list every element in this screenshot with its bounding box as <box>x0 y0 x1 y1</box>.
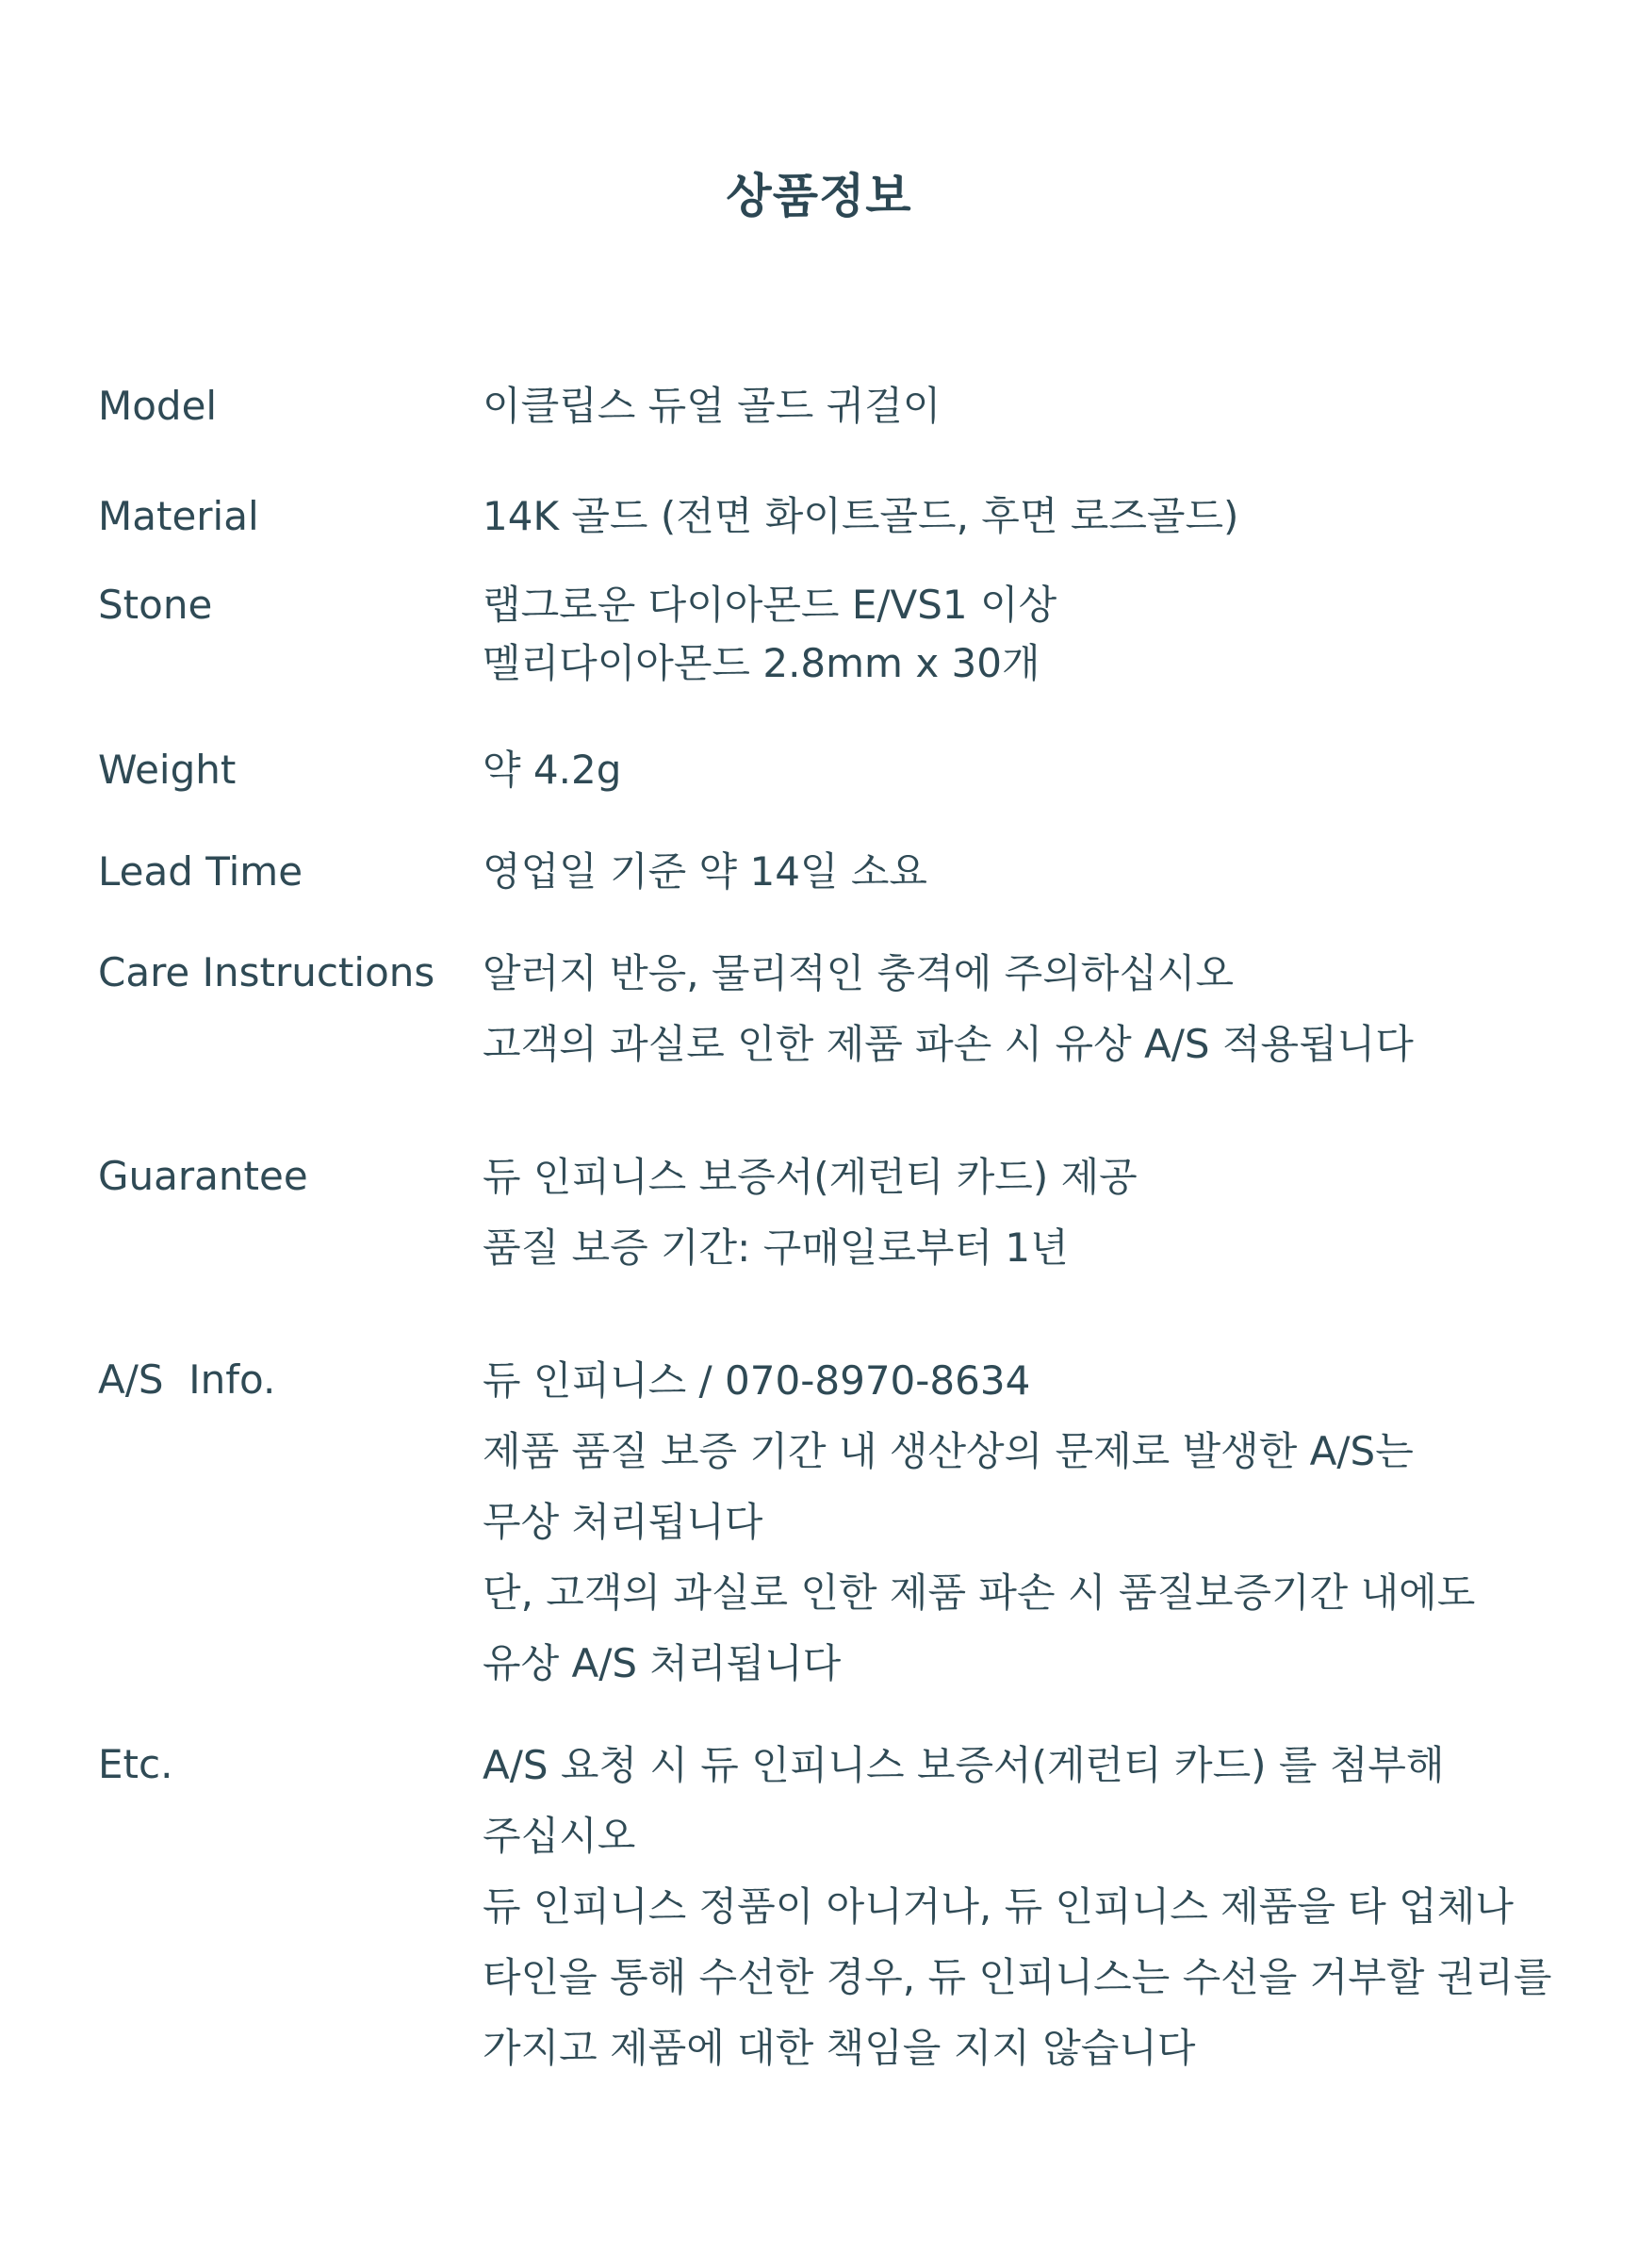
spec-value <box>483 938 1595 1079</box>
spec-value-line: 제품 품질 보증 기간 내 생산상의 문제로 발생한 A/S는 <box>483 1428 1414 1474</box>
spec-value <box>483 1345 1595 1699</box>
spec-value-line: 알러지 반응, 물리적인 충격에 주의하십시오 <box>483 950 1235 996</box>
spec-value-line: 듀 인피니스 정품이 아니거나, 듀 인피니스 제품을 타 업체나 <box>483 1883 1514 1930</box>
spec-label: Stone <box>98 582 213 628</box>
spec-label: Etc. <box>98 1741 173 1787</box>
spec-value-line: 단, 고객의 과실로 인한 제품 파손 시 품질보증기간 내에도 <box>483 1570 1476 1616</box>
spec-value-line: 무상 처리됩니다 <box>483 1499 763 1545</box>
spec-label: Weight <box>98 747 237 793</box>
spec-label: Guarantee <box>98 1153 308 1199</box>
spec-value <box>483 843 1595 901</box>
spec-value-line: 주십시오 <box>483 1813 636 1859</box>
spec-value <box>483 1142 1595 1283</box>
spec-value <box>483 741 1595 799</box>
spec-value-line: 14K 골드 (전면 화이트골드, 후면 로즈골드) <box>483 493 1239 539</box>
spec-value-line: 고객의 과실로 인한 제품 파손 시 유상 A/S 적용됩니다 <box>483 1021 1414 1067</box>
spec-label: A/S Info. <box>98 1356 276 1403</box>
spec-label: Lead Time <box>98 848 303 895</box>
spec-label: Care Instructions <box>98 949 435 995</box>
spec-label: Model <box>98 383 218 429</box>
spec-value-line: 유상 A/S 처리됩니다 <box>483 1640 842 1686</box>
spec-value-line: 품질 보증 기간: 구매일로부터 1년 <box>483 1224 1069 1271</box>
spec-value-line: A/S 요청 시 듀 인피니스 보증서(게런티 카드) 를 첨부해 <box>483 1742 1445 1788</box>
page-title: 상품정보 <box>726 169 912 223</box>
spec-value-line: 듀 인피니스 보증서(게런티 카드) 제공 <box>483 1154 1138 1200</box>
spec-value-line: 멜리다이아몬드 2.8mm x 30개 <box>483 640 1040 686</box>
spec-value-line: 영업일 기준 약 14일 소요 <box>483 848 927 895</box>
spec-value-line: 랩그로운 다이아몬드 E/VS1 이상 <box>483 582 1057 628</box>
spec-value-line: 듀 인피니스 / 070-8970-8634 <box>483 1357 1031 1404</box>
spec-value <box>483 487 1595 546</box>
spec-value-line: 타인을 통해 수선한 경우, 듀 인피니스는 수선을 거부할 권리를 <box>483 1954 1552 2000</box>
spec-value-line: 약 4.2g <box>483 747 622 793</box>
spec-value-line: 이클립스 듀얼 골드 귀걸이 <box>483 383 942 429</box>
spec-value <box>483 576 1595 693</box>
spec-value <box>483 377 1595 436</box>
spec-label: Material <box>98 493 259 539</box>
spec-value <box>483 1730 1595 2083</box>
spec-value-line: 가지고 제품에 대한 책임을 지지 않습니다 <box>483 2025 1196 2071</box>
